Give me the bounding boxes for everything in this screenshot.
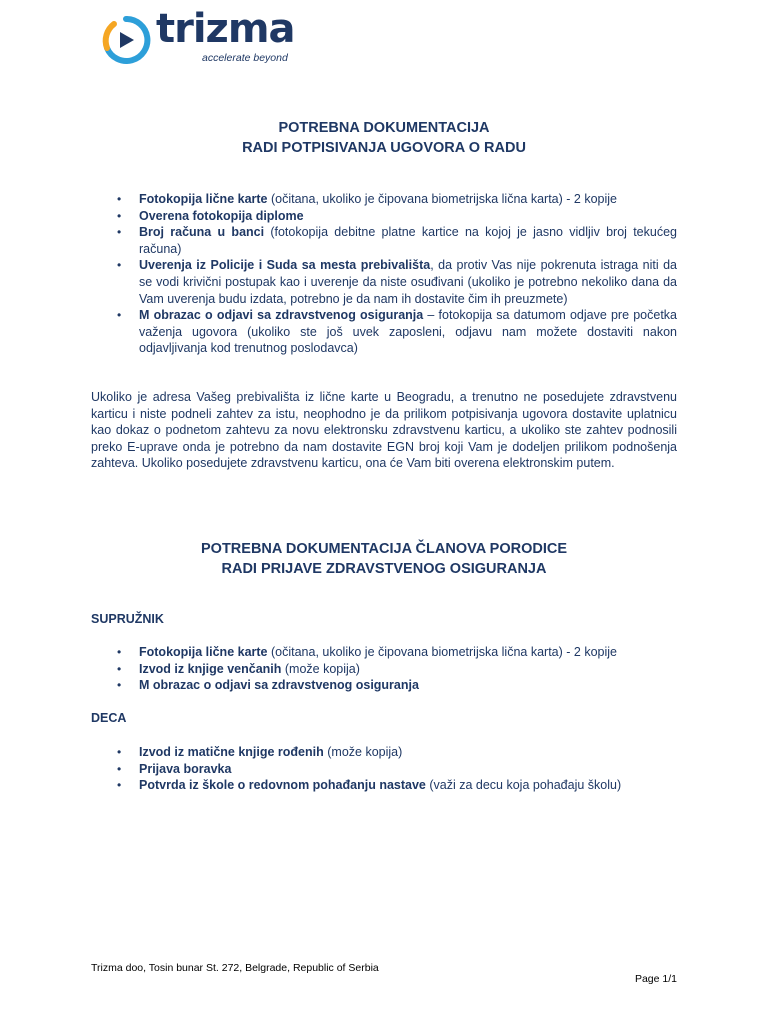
list-item: • M obrazac o odjavi sa zdravstvenog osiguranja	[139, 677, 677, 694]
logo-wordmark: trizma	[156, 6, 295, 52]
list-item: • Fotokopija lične karte (očitana, ukoliko je čipovana biometrijska lična karta) - 2 kopije	[139, 644, 677, 661]
children-documents-list	[139, 744, 677, 794]
section1-title-line1: POTREBNA DOKUMENTACIJA	[278, 120, 490, 136]
list-item: • Prijava boravka	[139, 761, 677, 778]
section2-title	[0, 539, 768, 579]
logo-tagline: accelerate beyond	[202, 52, 288, 64]
section1-title-line2: RADI POTPISIVANJA UGOVORA O RADU	[242, 140, 526, 156]
section2-title-line2: RADI PRIJAVE ZDRAVSTVENOG OSIGURANJA	[221, 561, 547, 577]
list-item: • Fotokopija lične karte (očitana, ukoliko je čipovana biometrijska lična karta) - 2 kopije	[139, 191, 677, 208]
footer-address: Trizma doo, Tosin bunar St. 272, Belgrade, Republic of Serbia	[91, 962, 379, 974]
list-item: • Potvrda iz škole o redovnom pohađanju nastave (važi za decu koja pohađaju školu)	[139, 777, 677, 794]
page-number: Page 1/1	[634, 973, 677, 985]
spouse-documents-list	[139, 644, 677, 694]
children-heading: DECA	[91, 711, 127, 725]
trizma-logo-icon	[100, 14, 152, 66]
list-item: • Uverenja iz Policije i Suda sa mesta prebivališta, da protiv Vas nije pokrenuta istraga niti da se vodi krivični postupak kao i uverenje da niste osuđivani (ukoliko je potrebno nekoliko dana da Vam uverenja budu izdata, potrebno je da nam ih dostavite čim ih preuzmete)	[139, 257, 677, 307]
spouse-heading: SUPRUŽNIK	[91, 612, 164, 626]
section1-title	[0, 118, 768, 158]
employment-documents-list	[139, 191, 677, 357]
list-item: • Izvod iz knjige venčanih (može kopija)	[139, 661, 677, 678]
section2-title-line1: POTREBNA DOKUMENTACIJA ČLANOVA PORODICE	[201, 541, 567, 557]
list-item: • Broj računa u banci (fotokopija debitne platne kartice na kojoj je jasno vidljiv broj tekućeg računa)	[139, 224, 677, 257]
list-item: • Overena fotokopija diplome	[139, 208, 677, 225]
list-item: • Izvod iz matične knjige rođenih (može kopija)	[139, 744, 677, 761]
health-card-note: Ukoliko je adresa Vašeg prebivališta iz lične karte u Beogradu, a trenutno ne posedujete zdravstvenu karticu i niste podneli zahtev za istu, neophodno je da prilikom potpisivanja ugovora dostavite uplatnicu kao dokaz o podnetom zahtevu za novu elektronsku zdravstvenu karticu, a ukoliko ste zahtev podnosili preko E-uprave onda je potrebno da nam dostavite EGN broj koji Vam je dodeljen prilikom podnošenja zahteva. Ukoliko posedujete zdravstvenu karticu, ona će Vam biti overena elektronskim putem.	[91, 390, 677, 471]
list-item: • M obrazac o odjavi sa zdravstvenog osiguranja – fotokopija sa datumom odjave pre početka važenja ugovora (ukoliko ste još uvek zaposleni, odjavu nam možete dostaviti nakon odjavljivanja kod trenutnog poslodavca)	[139, 307, 677, 357]
company-logo	[100, 6, 300, 68]
